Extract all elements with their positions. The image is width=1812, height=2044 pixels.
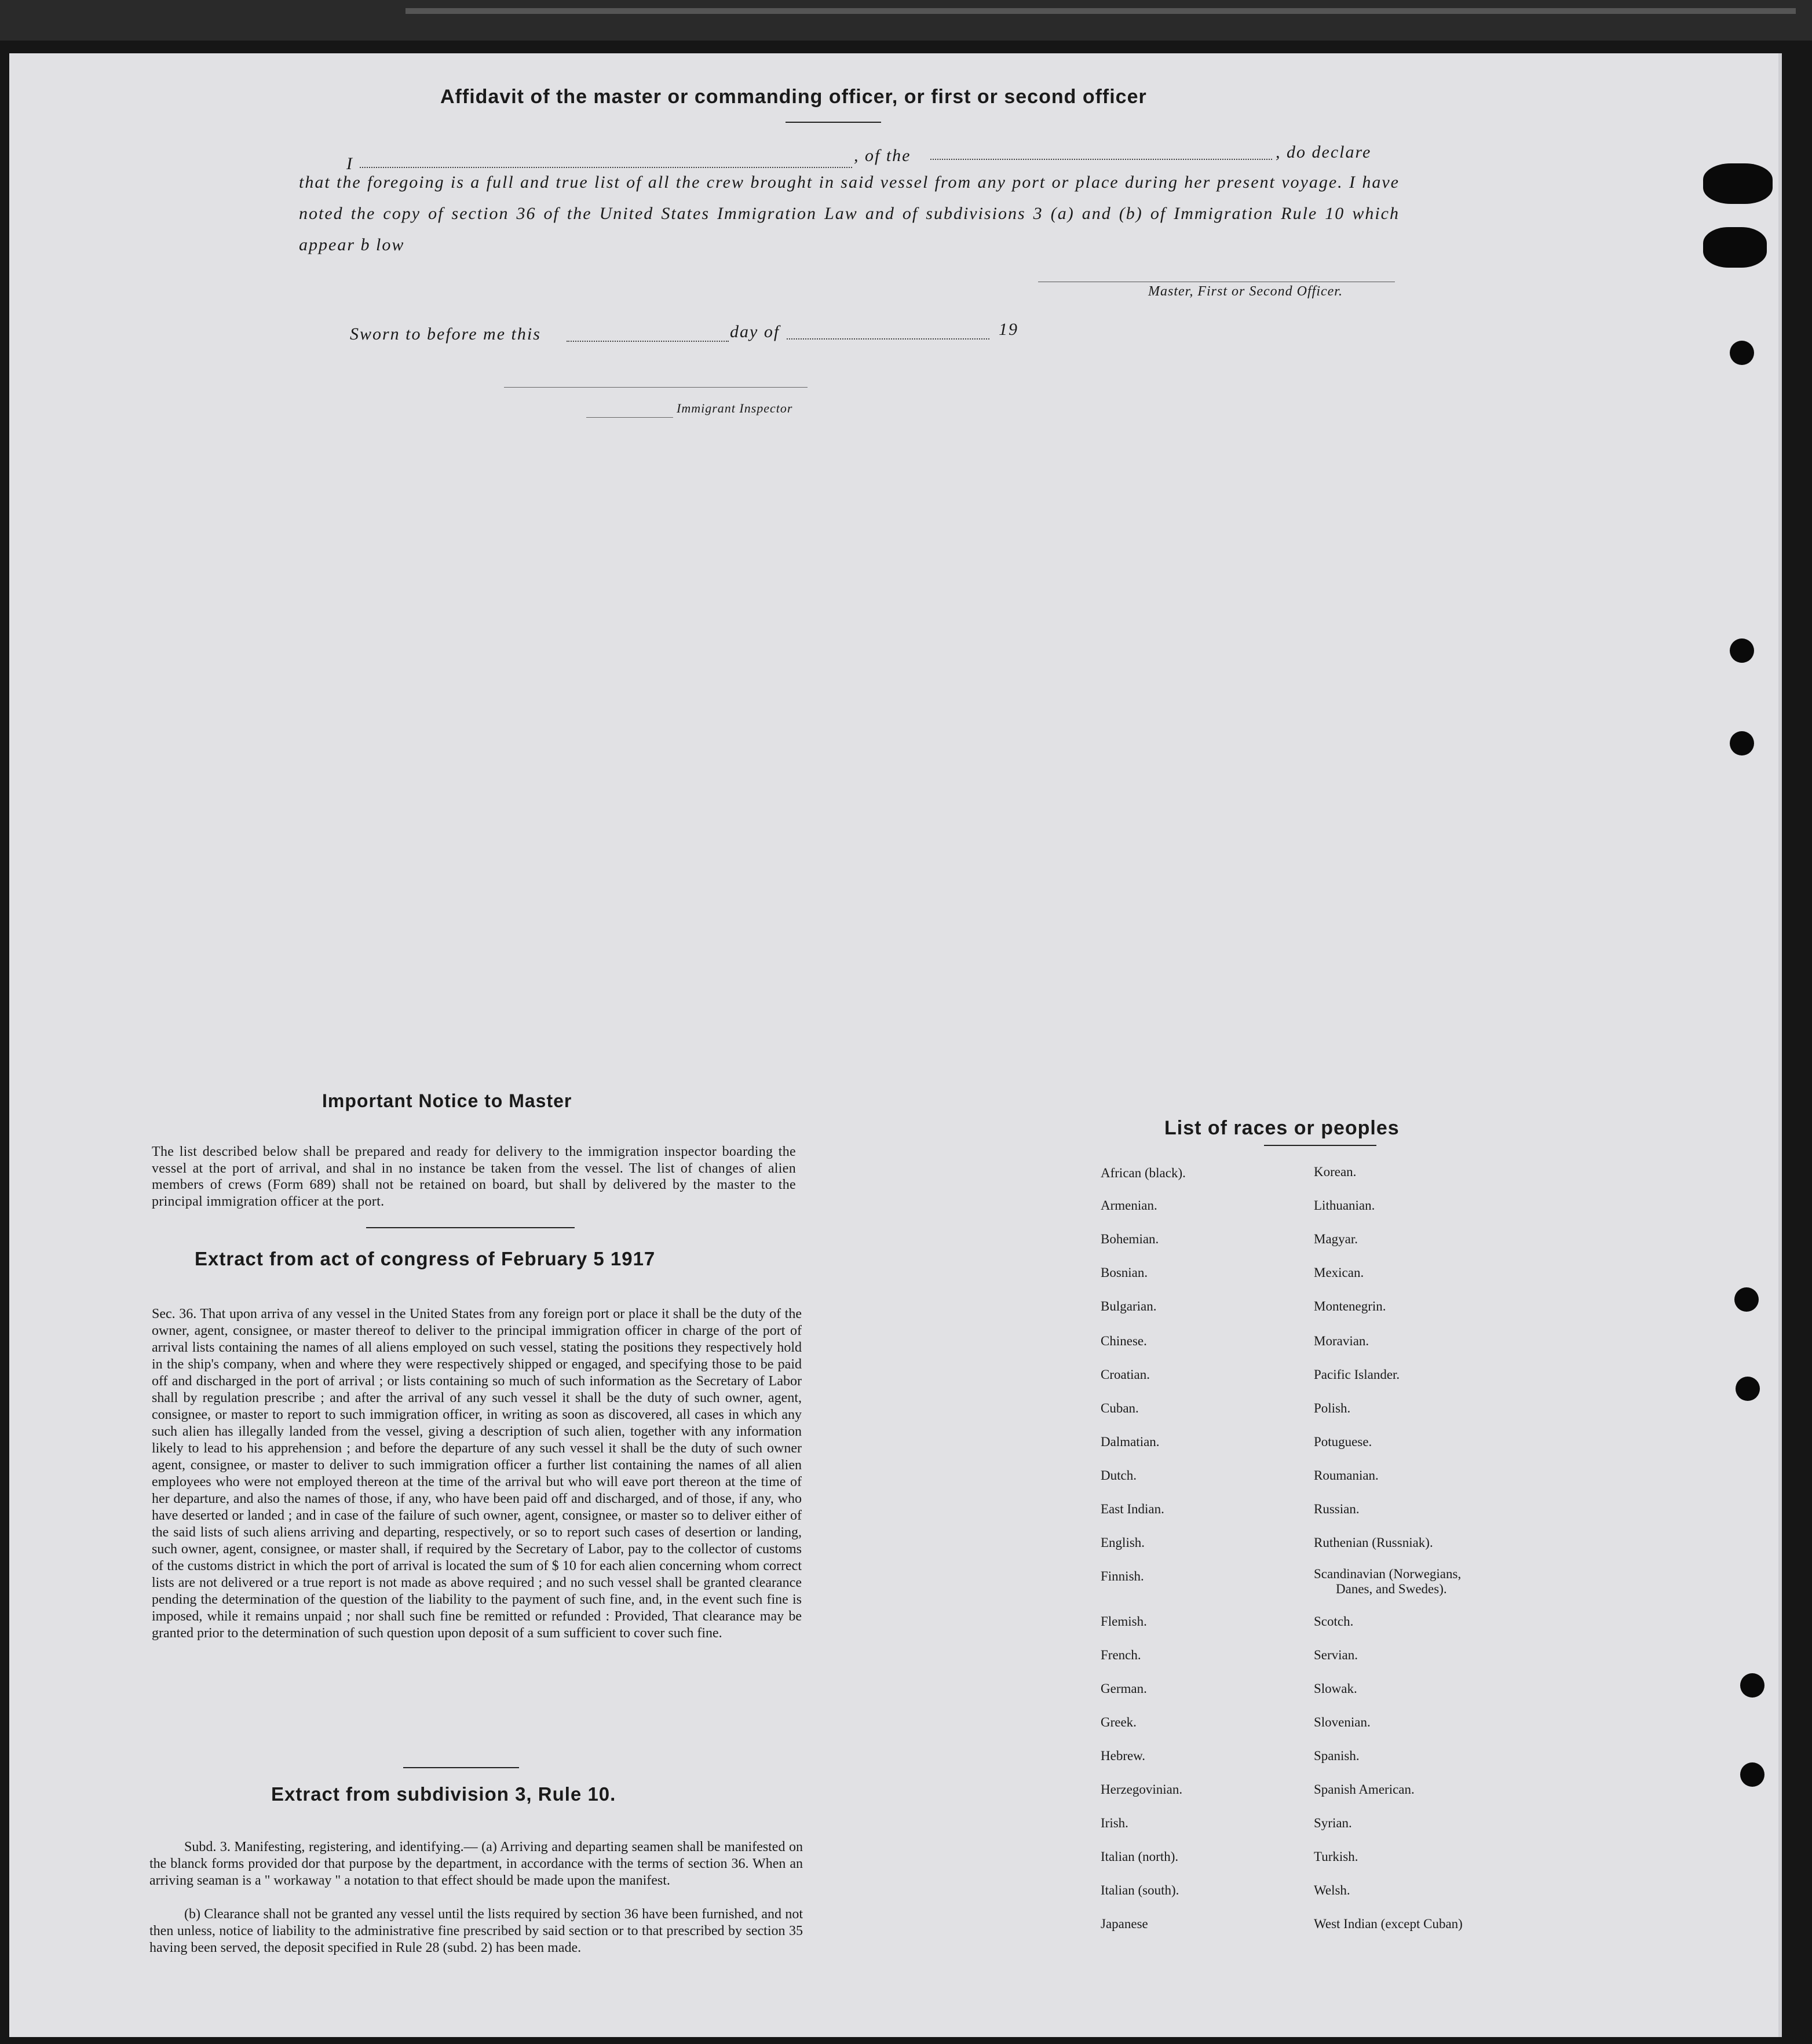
race-item-right: Polish. (1314, 1401, 1351, 1415)
month-blank (787, 338, 989, 340)
sworn-day-blank (567, 341, 729, 342)
race-item-right: Welsh. (1314, 1883, 1350, 1897)
year-prefix: 19 (999, 320, 1018, 339)
extract-rule-heading: Extract from subdivision 3, Rule 10. (271, 1783, 616, 1805)
scan-blot (1703, 227, 1767, 268)
race-item-left: Dalmatian. (1101, 1435, 1160, 1449)
race-item-right: Turkish. (1314, 1849, 1358, 1864)
race-item-right: Russian. (1314, 1502, 1360, 1516)
race-item-right: Korean. (1314, 1165, 1357, 1179)
document-page (9, 53, 1782, 2037)
extract-rule-text-a: Subd. 3. Manifesting, registering, and identifying.— (a) Arriving and departing seamen shall be manifested on the blanck forms provided dor that purpose by the department, in accordance with the terms of section 36. When an arriving seaman is a " workaway " a notation to that effect should be made upon the manifest. (149, 1839, 803, 1888)
punch-hole (1736, 1377, 1760, 1401)
affidavit-body: that the foregoing is a full and true list of all the crew brought in said vessel from any port or place during her present voyage. I have noted the copy of section 36 of the United States Immigration Law and of subdivisions 3 (a) and (b) of Immigration Rule 10 which appear b low (299, 173, 1400, 254)
race-item-right: Slovenian. (1314, 1715, 1371, 1729)
race-item-right: Scotch. (1314, 1614, 1354, 1629)
race-item-left: Flemish. (1101, 1614, 1147, 1629)
notice-text: The list described below shall be prepared and ready for delivery to the immigration inspector boarding the vessel at the port of arrival, and shal in no instance be taken from the vessel. The list of changes of alien members of crews (Form 689) shall not be retained on board, but shall by delivered by the master to the principal immigration officer at the port. (152, 1144, 796, 1209)
race-item-left: Italian (north). (1101, 1849, 1179, 1864)
affidavit-heading: Affidavit of the master or commanding officer, or first or second officer (440, 86, 1147, 108)
notice-heading: Important Notice to Master (322, 1090, 572, 1111)
scan-top-strip (0, 0, 1812, 41)
race-item-right: Pacific Islander. (1314, 1367, 1400, 1382)
race-item-left: Bulgarian. (1101, 1299, 1157, 1313)
race-item-left: Armenian. (1101, 1198, 1157, 1213)
race-item-right: Spanish American. (1314, 1782, 1415, 1797)
race-item-left: Irish. (1101, 1816, 1128, 1830)
affidavit-do-declare: , do declare (1276, 143, 1372, 162)
master-signature-label: Master, First or Second Officer. (1148, 284, 1343, 299)
race-item-left: Hebrew. (1101, 1749, 1146, 1763)
affidavit-i: I (346, 154, 353, 173)
extract-act-text: Sec. 36. That upon arriva of any vessel in the United States from any foreign port or place it shall be the duty of the owner, agent, consignee, or master thereof to deliver to the principal immigration officer in charge of the port of arrival lists containing the names of all aliens employed on such vessel, stating the positions they respectively hold in the ship's company, when and where they were respectively shipped or engaged, and specifying those to be paid off and discharged in the port of arrival ; or lists containing so much of such information as the Secretary of Labor shall by regulation prescribe ; and after the arrival of any such vessel it shall be the duty of such owner, agent, consignee, or master to report to such immigration officer, in writing as soon as discovered, all cases in which any such alien has illegally landed from the vessel, giving a description of such alien, together with any information likely to lead to his apprehension ; and before the departure of any such vessel it shall be the duty of such owner agent, consignee, or master to deliver to such immigration officer a further list containing the names of all alien employees who were not employed thereon at the time of the arrival but who will eave port thereon at the time of her departure, and also the names of those, if any, who have been paid off and discharged, and of those, if any, who have deserted or landed ; and in case of the failure of such owner, agent, consignee, or master so to deliver either of the said lists of such aliens arriving and departing, respectively, or so to report such cases of desertion or landing, such owner, agent, consignee, or master shall, if required by the Secretary of Labor, pay to the collector of customs of the customs district in which the port of arrival is located the sum of $ 10 for each alien concerning whom correct lists are not delivered or a true report is not made as above required ; and no such vessel shall be granted clearance pending the determination of the question of the liability to the payment of such fine, and, in the event such fine is imposed, while it remains unpaid ; nor shall such fine be remitted or refunded : Provided, That clearance may be granted prior to the determination of such question upon deposit of a sum sufficient to cover such fine. (152, 1306, 802, 1641)
race-item-left: Japanese (1101, 1917, 1148, 1931)
punch-hole (1730, 341, 1754, 365)
race-item-right: West Indian (except Cuban) (1314, 1917, 1463, 1931)
races-heading: List of races or peoples (1164, 1117, 1400, 1139)
race-item-right: Roumanian. (1314, 1468, 1379, 1483)
race-item-right: Scandinavian (Norwegians, (1314, 1567, 1462, 1581)
race-item-left: Italian (south). (1101, 1883, 1179, 1897)
race-item-left: Dutch. (1101, 1468, 1137, 1483)
race-item-right: Montenegrin. (1314, 1299, 1386, 1313)
punch-hole (1740, 1762, 1764, 1787)
race-item-right: Servian. (1314, 1648, 1358, 1662)
race-item-left: Cuban. (1101, 1401, 1139, 1415)
race-item-right: Slowak. (1314, 1681, 1357, 1696)
race-item-left: Herzegovinian. (1101, 1782, 1183, 1797)
punch-hole (1740, 1673, 1764, 1698)
day-of-text: day of (730, 322, 780, 341)
race-item-left: African (black). (1101, 1166, 1186, 1180)
race-item-right: Syrian. (1314, 1816, 1352, 1830)
race-item-right: Danes, and Swedes). (1336, 1582, 1447, 1596)
inspector-label: Immigrant Inspector (677, 401, 793, 415)
race-item-left: Finnish. (1101, 1569, 1144, 1583)
scan-blot (1703, 163, 1773, 204)
race-item-right: Moravian. (1314, 1334, 1369, 1348)
race-item-left: East Indian. (1101, 1502, 1164, 1516)
race-item-right: Mexican. (1314, 1265, 1364, 1280)
sworn-text: Sworn to before me this (350, 324, 541, 344)
race-item-left: French. (1101, 1648, 1141, 1662)
affidavit-of-the: , of the (854, 146, 911, 165)
punch-hole (1730, 638, 1754, 663)
race-item-left: Croatian. (1101, 1367, 1150, 1382)
race-item-left: Chinese. (1101, 1334, 1147, 1348)
extract-rule-text-b: (b) Clearance shall not be granted any vessel until the lists required by section 36 have been furnished, and not then unless, notice of liability to the administrative fine prescribed by said section or to that prescribed by section 35 having been served, the deposit specified in Rule 28 (subd. 2) has been made. (149, 1907, 803, 1955)
race-item-right: Spanish. (1314, 1749, 1360, 1763)
punch-hole (1734, 1287, 1759, 1312)
extract-act-heading: Extract from act of congress of February 5 1917 (195, 1248, 656, 1269)
race-item-left: Bosnian. (1101, 1265, 1148, 1280)
vessel-blank-line (930, 159, 1272, 160)
race-item-left: Greek. (1101, 1715, 1137, 1729)
race-item-right: Lithuanian. (1314, 1198, 1375, 1213)
punch-hole (1730, 731, 1754, 755)
race-item-left: German. (1101, 1681, 1147, 1696)
race-item-left: Bohemian. (1101, 1232, 1159, 1246)
race-item-left: English. (1101, 1535, 1145, 1550)
race-item-right: Potuguese. (1314, 1435, 1372, 1449)
race-item-right: Magyar. (1314, 1232, 1358, 1246)
race-item-right: Ruthenian (Russniak). (1314, 1535, 1433, 1550)
